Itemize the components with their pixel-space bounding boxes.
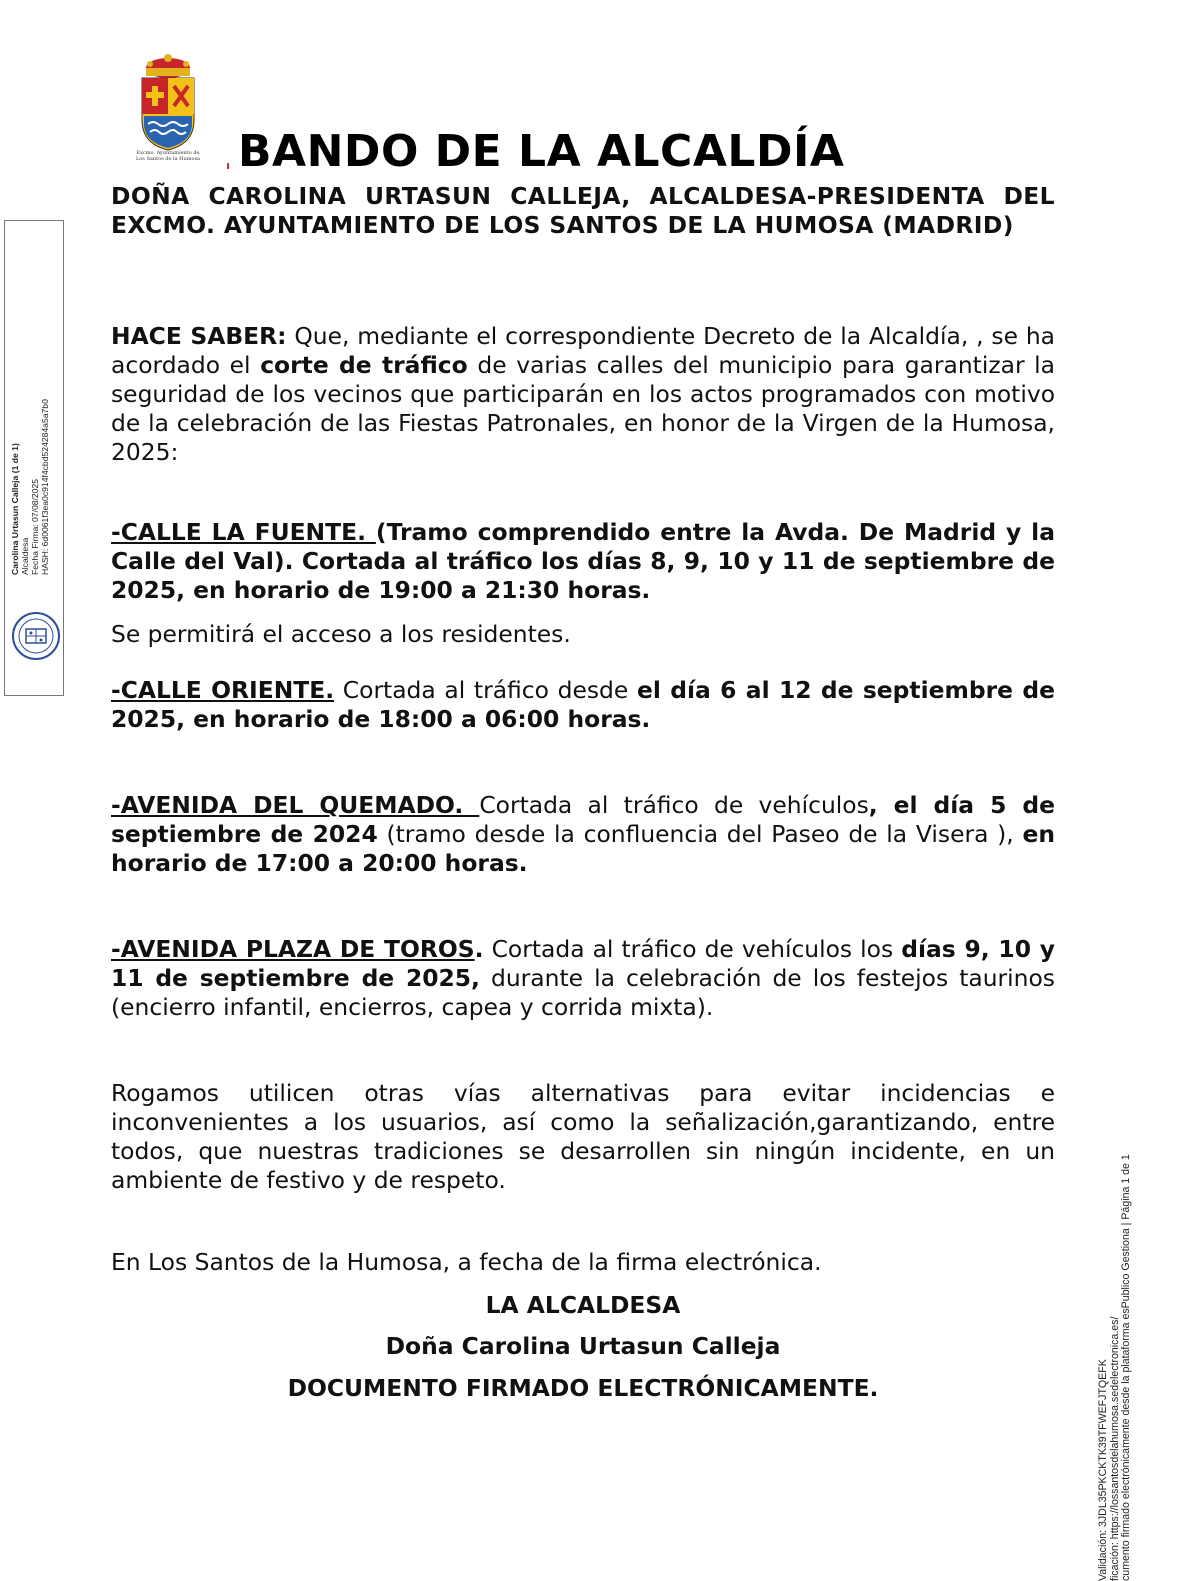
quemado-text-2: (tramo desde la confluencia del Paseo de la Visera ),: [377, 820, 1023, 848]
street-calle-la-fuente: -CALLE LA FUENTE.: [111, 518, 376, 546]
quemado-bold-1: , el día 5 de septiembre de 2024: [111, 791, 1055, 848]
title-mark: [227, 163, 229, 169]
street-calle-oriente: -CALLE ORIENTE.: [111, 676, 335, 704]
intro-lead: HACE SABER:: [111, 322, 287, 350]
intro-paragraph: [111, 322, 1055, 467]
page-title: BANDO DE LA ALCALDÍA: [238, 126, 845, 177]
stamp-signer: Carolina Urtasun Calleja (1 de 1): [10, 443, 20, 575]
signature-stamp-text: [10, 355, 50, 575]
quemado-text-1: Cortada al tráfico de vehículos: [479, 791, 869, 819]
stamp-hash: HASH: 6d0061f3ea0c914f4cbd524284a5a7b0: [40, 399, 50, 575]
platform-note: cumento firmado electrónicamente desde la plataforma esPublico Gestiona | Página 1 de 1: [1120, 1154, 1132, 1581]
item-calle-oriente: [111, 676, 1055, 734]
date-line: En Los Santos de la Humosa, a fecha de la firma electrónica.: [111, 1248, 822, 1276]
closing-paragraph: Rogamos utilicen otras vías alternativas para evitar incidencias e inconvenientes a los usuarios, así como la señalización,garantizando, entre todos, que nuestras tradiciones se desarrollen sin ningún incidente, en un ambiente de festivo y de respeto.: [111, 1079, 1055, 1194]
residents-note: Se permitirá el acceso a los residentes.: [111, 620, 571, 648]
street-avenida-plaza-de-toros: -AVENIDA PLAZA DE TOROS: [111, 935, 475, 963]
signature-name: Doña Carolina Urtasun Calleja: [385, 1332, 781, 1360]
verification-url: ficación: https://lossantosdelahumosa.sedelectronica.es/: [1108, 1316, 1121, 1581]
toros-bold: días 9, 10 y 11 de septiembre de 2025,: [111, 935, 1055, 992]
heading-block: DOÑA CAROLINA URTASUN CALLEJA, ALCALDESA-PRESIDENTA DEL EXCMO. AYUNTAMIENTO DE LOS SANTOS DE LA HUMOSA (MADRID): [111, 182, 1055, 239]
toros-text-1: Cortada al tráfico de vehículos los: [483, 935, 902, 963]
toros-text-2: durante la celebración de los festejos taurinos (encierro infantil, encierros, capea y corrida mixta).: [111, 964, 1055, 1021]
validation-code: Validación: 3JDL35PKCKTK39TFWEFJTQEFK: [1097, 1359, 1109, 1581]
calle-la-fuente-text: (Tramo comprendido entre la Avda. De Madrid y la Calle del Val). Cortada al tráfico los días 8, 9, 10 y 11 de septiembre de 2025, en horario de 19:00 a 21:30 horas.: [111, 518, 1055, 604]
calle-oriente-text: Cortada al tráfico desde: [334, 676, 637, 704]
stamp-role: Alcaldesa: [20, 537, 30, 575]
quemado-bold-2: en horario de 17:00 a 20:00 horas.: [111, 820, 1056, 877]
signature-note: DOCUMENTO FIRMADO ELECTRÓNICAMENTE.: [287, 1374, 879, 1402]
intro-text-1: Que, mediante el correspondiente Decreto de la Alcaldía, , se ha acordado el: [111, 322, 1056, 379]
signature-role: LA ALCALDESA: [485, 1291, 681, 1319]
toros-dot: .: [474, 935, 484, 963]
street-avenida-del-quemado: -AVENIDA DEL QUEMADO.: [111, 791, 480, 819]
calle-oriente-bold: el día 6 al 12 de septiembre de 2025, en horario de 18:00 a 06:00 horas.: [111, 676, 1055, 733]
crest-caption: Excmo. Ayuntamiento de Los Santos de la Humosa: [135, 150, 201, 162]
intro-text-2: de varias calles del municipio para garantizar la seguridad de los vecinos que participarán en los actos programados con motivo de la celebración de las Fiestas Patronales, en honor de la Virgen de la Humosa, 2025:: [111, 351, 1056, 466]
item-avenida-plaza-de-toros: [111, 935, 1055, 1022]
intro-bold: corte de tráfico: [260, 351, 468, 379]
item-avenida-del-quemado: [111, 791, 1055, 878]
stamp-date: Fecha Firma: 07/08/2025: [30, 478, 40, 575]
official-seal-icon: [11, 611, 61, 661]
validation-side-text: [1098, 1061, 1133, 1581]
item-calle-la-fuente: [111, 518, 1055, 605]
